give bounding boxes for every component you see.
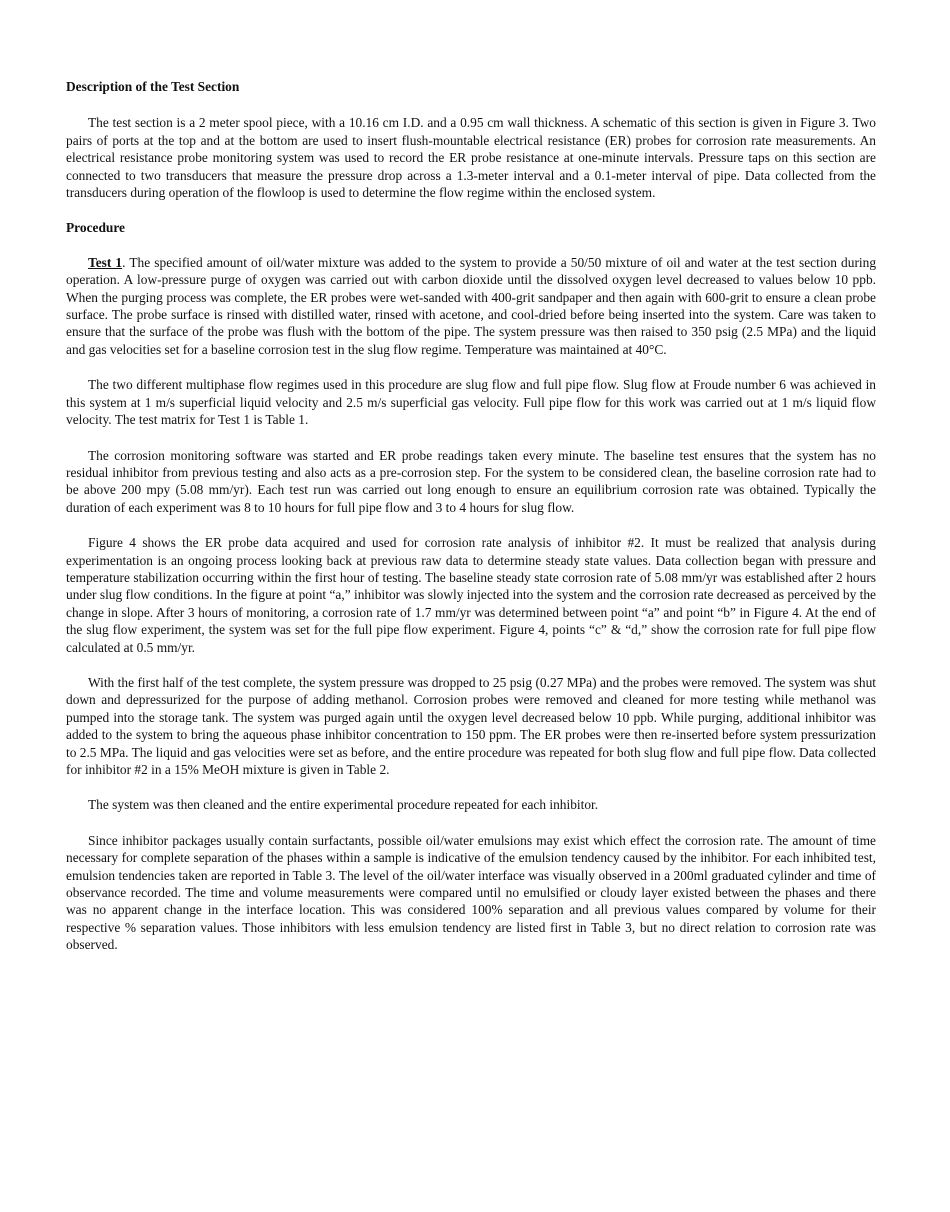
- test-1-label: Test 1: [88, 254, 123, 270]
- procedure-paragraph-3: The corrosion monitoring software was started and ER probe readings taken every minute. The baseline test ensures that the system has no residual inhibitor from previous testing and also acts as a pre-corrosion step. For the system to be considered clean, the baseline corrosion rate had to be above 200 mpy (5.08 mm/yr). Each test run was carried out long enough to ensure an equilibrium corrosion rate was obtained. Typically the duration of each experiment was 8 to 10 hours for full pipe flow and 3 to 4 hours for slug flow.: [66, 447, 876, 515]
- document-page: [66, 78, 876, 954]
- procedure-paragraph-1-text: . The specified amount of oil/water mixture was added to the system to provide a 50/50 mixture of oil and water at the test section during operation. A low-pressure purge of oxygen was carried out with carbon dioxide until the dissolved oxygen level decreased to values below 10 ppb. When the purging process was complete, the ER probes were wet-sanded with 400-grit sandpaper and then again with 600-grit to ensure a clean probe surface. The probe surface is rinsed with distilled water, rinsed with acetone, and cool-dried before being inserted into the system. Care was taken to ensure that the surface of the probe was flush with the bottom of the pipe. The system pressure was then raised to 350 psig (2.5 MPa) and the liquid and gas velocities set for a baseline corrosion test in the slug flow regime. Temperature was maintained at 40°C.: [66, 254, 877, 357]
- procedure-paragraph-1: [66, 254, 876, 358]
- procedure-paragraph-7: Since inhibitor packages usually contain surfactants, possible oil/water emulsions may exist which effect the corrosion rate. The amount of time necessary for complete separation of the phases within a sample is indicative of the emulsion tendency caused by the inhibitor. For each inhibited test, emulsion tendencies taken are reported in Table 3. The level of the oil/water interface was visually observed in a 200ml graduated cylinder and time of observance recorded. The time and volume measurements were compared until no emulsified or cloudy layer existed between the phases and there was no apparent change in the interface location. This was considered 100% separation and all previous values compared by volume for their respective % separation values. Those inhibitors with less emulsion tendency are listed first in Table 3, but no direct relation to corrosion rate was observed.: [66, 832, 876, 953]
- section-heading-procedure: Procedure: [66, 220, 126, 236]
- section-heading-description: Description of the Test Section: [66, 79, 240, 94]
- description-paragraph: The test section is a 2 meter spool piece, with a 10.16 cm I.D. and a 0.95 cm wall thickness. A schematic of this section is given in Figure 3. Two pairs of ports at the top and at the bottom are used to insert flush-mountable electrical resistance (ER) probes for corrosion rate measurements. An electrical resistance probe monitoring system was used to record the ER probe resistance at one-minute intervals. Pressure taps on this section are connected to two transducers that measure the pressure drop across a 1.3-meter interval and a 0.1-meter interval of pipe. Data collected from the transducers during operation of the flowloop is used to determine the flow regime within the enclosed system.: [66, 115, 876, 201]
- procedure-paragraph-4: Figure 4 shows the ER probe data acquired and used for corrosion rate analysis of inhibitor #2. It must be realized that analysis during experimentation is an ongoing process looking back at previous raw data to determine steady state values. Data collection began with pressure and temperature stabilization occurring within the first hour of testing. The baseline steady state corrosion rate of 5.08 mm/yr was established after 2 hours under slug flow conditions. In the figure at point “a,” inhibitor was slowly injected into the system and the corrosion rate decreased as perceived by the change in slope. After 3 hours of monitoring, a corrosion rate of 1.7 mm/yr was determined between point “a” and point “b” in Figure 4. At the end of the slug flow experiment, the system was set for the full pipe flow experiment. Figure 4, points “c” & “d,” show the corrosion rate for full pipe flow calculated at 0.5 mm/yr.: [66, 535, 876, 655]
- procedure-paragraph-6: The system was then cleaned and the entire experimental procedure repeated for each inhibitor.: [88, 797, 599, 813]
- procedure-paragraph-5: With the first half of the test complete, the system pressure was dropped to 25 psig (0.27 MPa) and the probes were removed. The system was shut down and depressurized for the purpose of adding methanol. Corrosion probes were removed and cleaned for more testing while methanol was pumped into the storage tank. The system was purged again until the oxygen level decreased below 10 ppb. While purging, additional inhibitor was added to the system to bring the aqueous phase inhibitor concentration to 150 ppm. The ER probes were then re-inserted before system pressurization to 2.5 MPa. The liquid and gas velocities were set as before, and the entire procedure was repeated for both slug flow and full pipe flow. Data collected for inhibitor #2 in a 15% MeOH mixture is given in Table 2.: [66, 674, 876, 777]
- procedure-paragraph-2: The two different multiphase flow regimes used in this procedure are slug flow and full pipe flow. Slug flow at Froude number 6 was achieved in this system at 1 m/s superficial liquid velocity and 2.5 m/s superficial gas velocity. Full pipe flow for this work was carried out at 1 m/s liquid flow velocity. The test matrix for Test 1 is Table 1.: [66, 377, 876, 428]
